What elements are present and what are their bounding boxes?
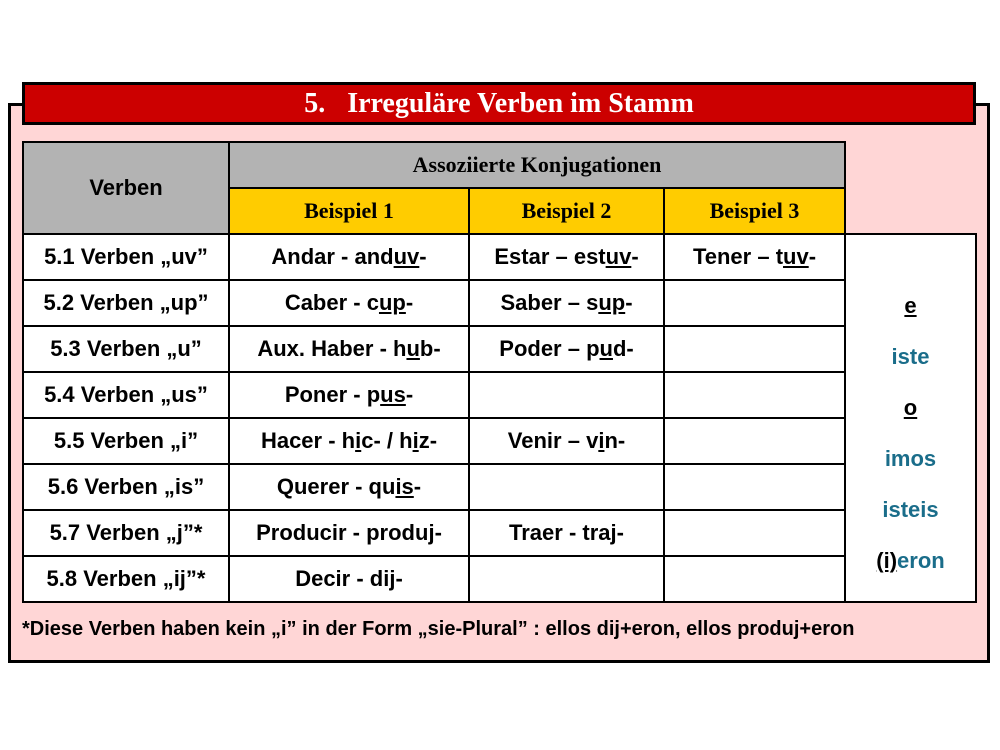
stem-change: uv [783,244,809,269]
verb-text: - [413,474,422,499]
title-bar [22,82,976,125]
example-1-cell [229,418,469,464]
verb-text: - [395,566,403,591]
verb-text: Traer - tra [509,520,611,545]
example-1-cell [229,234,469,280]
table-row [23,280,976,326]
example-1-cell [229,464,469,510]
table-row [23,418,976,464]
stem-change: j [610,520,617,545]
ending-text: isteis [882,496,939,522]
example-3-cell [664,418,845,464]
ending-text: e [904,292,917,318]
table-row [23,510,976,556]
verb-text: - [808,244,817,269]
stem-change: up [598,290,626,315]
stem-change: is [395,474,414,499]
stem-change: j [428,520,435,545]
stem-change: us [380,382,406,407]
corner-empty [845,142,976,234]
ending-item [846,433,975,484]
verben-header: Verben [23,142,229,234]
stem-change: u [406,336,420,361]
table-row [23,372,976,418]
example-2-cell [469,556,664,602]
conjugation-table [22,141,977,603]
row-label: 5.2 Verben „up” [23,280,229,326]
table-row [23,464,976,510]
row-label: 5.6 Verben „is” [23,464,229,510]
example-2-cell [469,372,664,418]
verb-text: d- [612,336,634,361]
example-2-cell [469,326,664,372]
assoc-header: Assoziierte Konjugationen [229,142,845,188]
stem-change: i [598,428,605,453]
ending-item [846,280,975,331]
ending-item [846,535,975,586]
ending-text: iste [891,343,930,369]
verb-text: Saber – s [500,290,599,315]
verb-text: Poner - p [284,382,381,407]
ending-item [846,484,975,535]
ending-text: o [903,394,918,420]
row-label: 5.1 Verben „uv” [23,234,229,280]
ending-text: imos [884,445,937,471]
example-2-cell [469,280,664,326]
verb-text: n- [604,428,626,453]
verb-text: Querer - qu [276,474,396,499]
title-text: Irreguläre Verben im Stamm [347,87,694,119]
example-3-cell [664,372,845,418]
beispiel-1-header: Beispiel 1 [229,188,469,234]
ending-item [846,382,975,433]
verb-text: Estar – est [494,244,606,269]
example-3-cell [664,280,845,326]
example-3-cell [664,234,845,280]
footnote: *Diese Verben haben kein „i” in der Form „sie-Plural” : ellos dij+eron, ellos produj+eron [22,618,855,640]
verb-text: Decir - di [295,566,390,591]
beispiel-3-header: Beispiel 3 [664,188,845,234]
verb-text: Andar - and [271,244,394,269]
verb-text: - [616,520,624,545]
example-1-cell [229,510,469,556]
table-row [23,234,976,280]
verb-text: Producir - produ [256,520,429,545]
verb-text: - [434,520,442,545]
example-2-cell [469,464,664,510]
example-2-cell [469,418,664,464]
row-label: 5.3 Verben „u” [23,326,229,372]
stem-change: i [355,428,362,453]
example-1-cell [229,326,469,372]
stem-change: uv [393,244,420,269]
example-3-cell [664,326,845,372]
verb-text: Caber - c [284,290,379,315]
row-label: 5.5 Verben „i” [23,418,229,464]
verb-text: - [405,290,414,315]
example-2-cell [469,510,664,556]
verb-text: - [419,244,427,269]
verb-text: c- / h [361,428,413,453]
verb-text: Hacer - h [260,428,356,453]
endings-column [845,234,976,602]
example-3-cell [664,556,845,602]
example-1-cell [229,556,469,602]
verb-text: b- [419,336,441,361]
stem-change: j [389,566,396,591]
title-number: 5. [304,87,326,119]
ending-text: eron [897,547,945,573]
example-3-cell [664,510,845,556]
row-label: 5.7 Verben „j”* [23,510,229,556]
table-row [23,556,976,602]
verb-text: z- [418,428,438,453]
example-1-cell [229,280,469,326]
ending-item [846,331,975,382]
stem-change: uv [605,244,632,269]
row-label: 5.4 Verben „us” [23,372,229,418]
verb-text: - [631,244,639,269]
table-row [23,326,976,372]
stem-change: up [378,290,406,315]
example-3-cell [664,464,845,510]
example-2-cell [469,234,664,280]
example-1-cell [229,372,469,418]
verb-text: Tener – t [692,244,784,269]
verb-text: - [405,382,414,407]
verb-text: Poder – p [499,336,600,361]
verb-text: Aux. Haber - h [257,336,407,361]
verb-text: Venir – v [507,428,599,453]
stem-change: u [599,336,613,361]
stem-change: i [412,428,419,453]
row-label: 5.8 Verben „ij”* [23,556,229,602]
beispiel-2-header: Beispiel 2 [469,188,664,234]
ending-prefix: (i) [876,547,898,573]
verb-text: - [625,290,633,315]
